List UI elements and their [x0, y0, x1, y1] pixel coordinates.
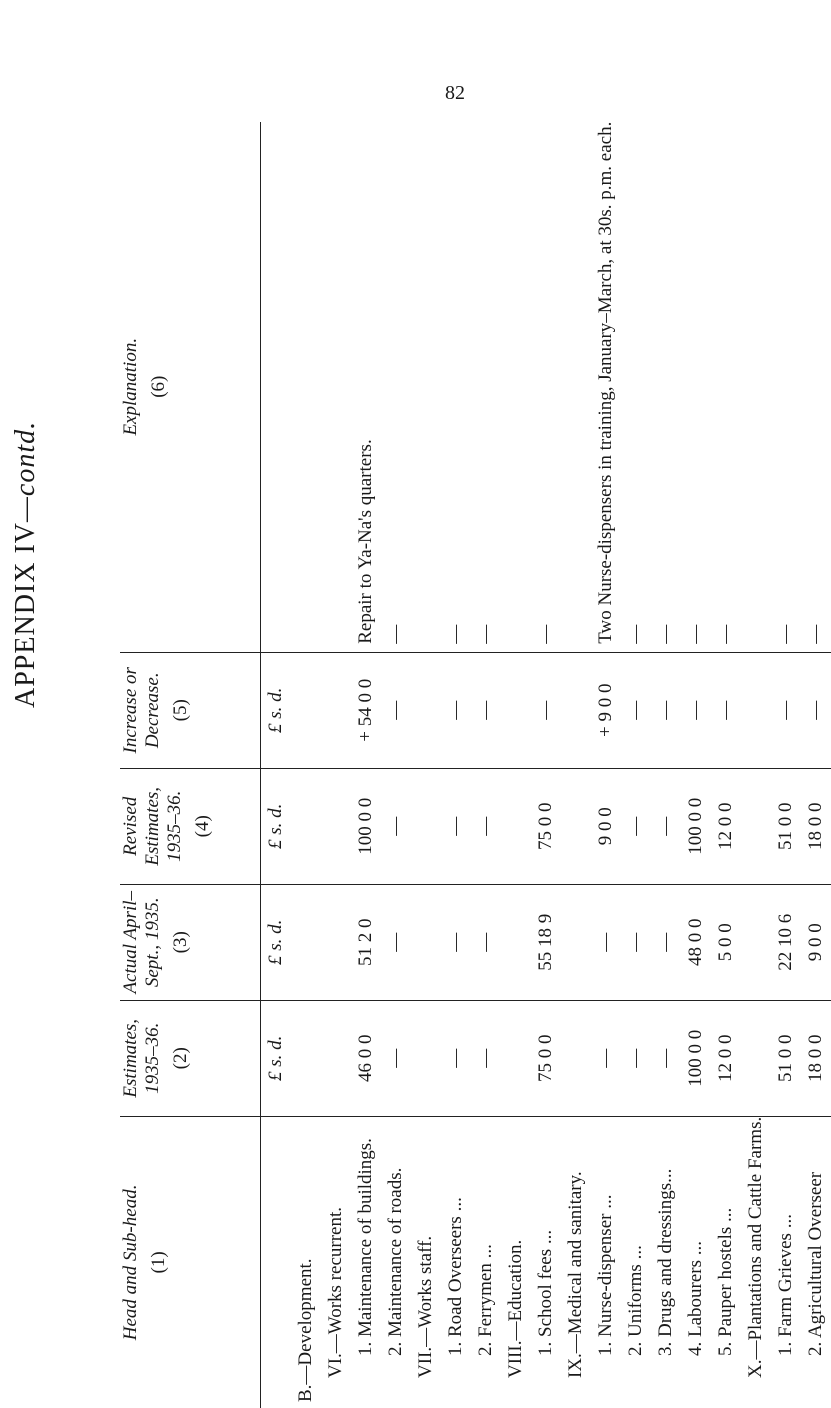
estimates-cell: [411, 1000, 441, 1116]
explanation-cell-text: —: [775, 624, 796, 644]
head-cell-text: VIII.—Education.: [505, 1239, 526, 1378]
units-row: [261, 122, 292, 1408]
table-row: [651, 122, 681, 1408]
explanation-cell-text: —: [685, 624, 706, 644]
change-cell: [321, 652, 351, 768]
head-cell: [531, 1116, 561, 1408]
change-cell: [531, 652, 561, 768]
revised-cell: [471, 768, 501, 884]
change-cell: [381, 652, 411, 768]
actual-cell-text: 9 0 0: [805, 923, 826, 962]
change-cell-text: —: [775, 700, 796, 720]
appendix-title-text: APPENDIX IV: [10, 522, 41, 708]
estimates-cell-text: 18 0 0: [805, 1034, 826, 1083]
explanation-cell-text: [295, 644, 316, 652]
head-cell-text: 1. School fees ...: [535, 1229, 556, 1356]
head-cell: [501, 1116, 531, 1408]
explanation-cell: [471, 122, 501, 653]
estimates-cell: [621, 1000, 651, 1116]
actual-cell: [741, 884, 771, 1000]
revised-cell-text: —: [385, 816, 406, 836]
explanation-cell: [321, 122, 351, 653]
appendix-title: [10, 421, 42, 708]
explanation-cell: [771, 122, 801, 653]
header-row: [120, 122, 261, 1408]
head-cell-text: 1. Farm Grieves ...: [775, 1214, 796, 1356]
revised-cell-text: 100 0 0: [685, 797, 706, 855]
head-cell-text: VI.—Works recurrent.: [325, 1207, 346, 1378]
units-empty: [261, 1116, 292, 1408]
table-row: [561, 122, 591, 1408]
estimates-cell-text: 12 0 0: [715, 1034, 736, 1083]
actual-cell: [651, 884, 681, 1000]
table-row: [681, 122, 711, 1408]
table-body: [261, 122, 831, 1408]
table-row: [381, 122, 411, 1408]
table-row: [471, 122, 501, 1408]
estimates-cell-text: 100 0 0: [685, 1029, 706, 1087]
estimates-cell: [651, 1000, 681, 1116]
head-cell: [351, 1116, 381, 1408]
explanation-cell-text: —: [445, 624, 466, 644]
estimates-cell: [711, 1000, 741, 1116]
head-cell-text: IX.—Medical and sanitary.: [565, 1171, 586, 1378]
table-row: [501, 122, 531, 1408]
col-increase-decrease: Increase or Decrease. (5): [120, 652, 261, 768]
revised-cell: [771, 768, 801, 884]
explanation-cell: [441, 122, 471, 653]
explanation-cell-text: Repair to Ya-Na's quarters.: [355, 439, 376, 644]
actual-cell: [561, 884, 591, 1000]
actual-cell: [441, 884, 471, 1000]
head-cell: [561, 1116, 591, 1408]
estimates-cell-text: 75 0 0: [535, 1034, 556, 1083]
appendix-contd: —contd.: [10, 420, 41, 522]
head-cell-text: 4. Labourers ...: [685, 1240, 706, 1356]
estimates-cell: [471, 1000, 501, 1116]
explanation-cell: [741, 122, 771, 653]
estimates-cell-text: —: [595, 1048, 616, 1068]
actual-cell-text: —: [385, 932, 406, 952]
estimates-cell: [291, 1000, 321, 1116]
table-row: [291, 122, 321, 1408]
col-head-subhead: Head and Sub-head. (1): [120, 1116, 261, 1408]
actual-cell-text: 55 18 9: [535, 913, 556, 971]
head-cell-text: 2. Ferrymen ...: [475, 1244, 496, 1356]
units-cell: £ s. d.: [261, 652, 292, 768]
head-cell-text: 5. Pauper hostels ...: [715, 1207, 736, 1356]
actual-cell: [681, 884, 711, 1000]
explanation-cell: [621, 122, 651, 653]
revised-cell: [651, 768, 681, 884]
revised-cell-text: 100 0 0: [355, 797, 376, 855]
units-cell: £ s. d.: [261, 768, 292, 884]
units-cell: £ s. d.: [261, 884, 292, 1000]
change-cell: [711, 652, 741, 768]
estimates-cell: [501, 1000, 531, 1116]
change-cell-text: —: [475, 700, 496, 720]
actual-cell-text: —: [625, 932, 646, 952]
estimates-cell-text: —: [445, 1048, 466, 1068]
estimates-cell: [441, 1000, 471, 1116]
estimates-cell-text: —: [475, 1048, 496, 1068]
revised-cell: [291, 768, 321, 884]
revised-cell-text: 9 0 0: [595, 807, 616, 846]
change-cell-text: —: [805, 700, 826, 720]
actual-cell: [591, 884, 621, 1000]
estimates-cell: [591, 1000, 621, 1116]
head-cell: [681, 1116, 711, 1408]
change-cell: [471, 652, 501, 768]
explanation-cell: [351, 122, 381, 653]
explanation-cell-text: [745, 644, 766, 652]
explanation-cell: [801, 122, 831, 653]
col-explanation: Explanation. (6): [120, 122, 261, 653]
units-cell: £ s. d.: [261, 1000, 292, 1116]
head-cell: [321, 1116, 351, 1408]
explanation-cell: [651, 122, 681, 653]
estimates-cell-text: —: [385, 1048, 406, 1068]
head-cell-text: 2. Maintenance of roads.: [385, 1167, 406, 1356]
head-cell: [411, 1116, 441, 1408]
actual-cell-text: —: [475, 932, 496, 952]
estimates-cell: [681, 1000, 711, 1116]
head-cell-text: X.—Plantations and Cattle Farms.: [745, 1116, 766, 1378]
head-cell: [291, 1116, 321, 1408]
change-cell: [801, 652, 831, 768]
estimates-cell: [561, 1000, 591, 1116]
actual-cell: [801, 884, 831, 1000]
estimates-cell: [801, 1000, 831, 1116]
change-cell: [651, 652, 681, 768]
explanation-cell-text: [565, 644, 586, 652]
head-cell-text: 3. Drugs and dressings...: [655, 1168, 676, 1356]
change-cell-text: —: [655, 700, 676, 720]
col-actual: Actual April–Sept., 1935. (3): [120, 884, 261, 1000]
change-cell: [411, 652, 441, 768]
revised-cell: [591, 768, 621, 884]
units-empty: [261, 122, 292, 653]
head-cell: [711, 1116, 741, 1408]
estimates-table: [120, 122, 831, 1408]
explanation-cell: [501, 122, 531, 653]
change-cell: [771, 652, 801, 768]
explanation-cell: [381, 122, 411, 653]
estimates-cell: [351, 1000, 381, 1116]
explanation-cell: [531, 122, 561, 653]
explanation-cell: [291, 122, 321, 653]
revised-cell: [561, 768, 591, 884]
table-row: [621, 122, 651, 1408]
head-cell: [591, 1116, 621, 1408]
actual-cell: [711, 884, 741, 1000]
revised-cell: [381, 768, 411, 884]
table-row: [741, 122, 771, 1408]
actual-cell: [351, 884, 381, 1000]
change-cell: [501, 652, 531, 768]
revised-cell: [351, 768, 381, 884]
change-cell: [621, 652, 651, 768]
explanation-cell-text: [325, 644, 346, 652]
head-cell: [771, 1116, 801, 1408]
actual-cell: [411, 884, 441, 1000]
revised-cell-text: —: [655, 816, 676, 836]
revised-cell-text: 75 0 0: [535, 802, 556, 851]
head-cell: [621, 1116, 651, 1408]
explanation-cell-text: —: [535, 624, 556, 644]
actual-cell-text: —: [655, 932, 676, 952]
actual-cell-text: 48 0 0: [685, 918, 706, 967]
revised-cell: [621, 768, 651, 884]
table-row: [591, 122, 621, 1408]
explanation-cell-text: —: [475, 624, 496, 644]
head-cell: [651, 1116, 681, 1408]
head-cell-text: 2. Uniforms ...: [625, 1245, 646, 1356]
head-cell-text: 1. Road Overseers ...: [445, 1197, 466, 1356]
actual-cell: [321, 884, 351, 1000]
revised-cell-text: —: [625, 816, 646, 836]
actual-cell: [621, 884, 651, 1000]
change-cell-text: —: [685, 700, 706, 720]
explanation-cell: [411, 122, 441, 653]
page-number: 82: [445, 82, 465, 104]
table-row: [351, 122, 381, 1408]
change-cell-text: —: [385, 700, 406, 720]
change-cell-text: —: [445, 700, 466, 720]
change-cell-text: + 54 0 0: [355, 678, 376, 742]
change-cell-text: —: [715, 700, 736, 720]
revised-cell-text: —: [445, 816, 466, 836]
explanation-cell-text: —: [385, 624, 406, 644]
head-cell: [801, 1116, 831, 1408]
head-cell: [471, 1116, 501, 1408]
change-cell: [561, 652, 591, 768]
actual-cell: [471, 884, 501, 1000]
actual-cell: [531, 884, 561, 1000]
head-cell-text: B.—Development.: [295, 1258, 316, 1402]
explanation-cell-text: —: [715, 624, 736, 644]
estimates-cell: [771, 1000, 801, 1116]
estimates-cell-text: 51 0 0: [775, 1034, 796, 1083]
revised-cell: [441, 768, 471, 884]
explanation-cell: [681, 122, 711, 653]
head-cell: [381, 1116, 411, 1408]
explanation-cell: [711, 122, 741, 653]
revised-cell: [321, 768, 351, 884]
estimates-cell-text: —: [655, 1048, 676, 1068]
estimates-cell-text: 46 0 0: [355, 1034, 376, 1083]
actual-cell-text: —: [595, 932, 616, 952]
revised-cell-text: 18 0 0: [805, 802, 826, 851]
actual-cell-text: 22 10 6: [775, 913, 796, 971]
head-cell-text: 2. Agricultural Overseer: [805, 1171, 826, 1356]
col-revised: Revised Estimates, 1935–36. (4): [120, 768, 261, 884]
actual-cell: [291, 884, 321, 1000]
revised-cell-text: —: [475, 816, 496, 836]
revised-cell: [711, 768, 741, 884]
table-row: [411, 122, 441, 1408]
change-cell-text: —: [535, 700, 556, 720]
estimates-cell: [531, 1000, 561, 1116]
explanation-cell-text: —: [625, 624, 646, 644]
revised-cell-text: 12 0 0: [715, 802, 736, 851]
actual-cell: [771, 884, 801, 1000]
head-cell: [441, 1116, 471, 1408]
table-row: [771, 122, 801, 1408]
actual-cell-text: —: [445, 932, 466, 952]
actual-cell-text: 5 0 0: [715, 923, 736, 962]
actual-cell: [501, 884, 531, 1000]
change-cell: [291, 652, 321, 768]
explanation-cell-text: [505, 644, 526, 652]
change-cell-text: + 9 0 0: [595, 683, 616, 737]
change-cell: [441, 652, 471, 768]
estimates-cell-text: —: [625, 1048, 646, 1068]
revised-cell-text: 51 0 0: [775, 802, 796, 851]
revised-cell: [741, 768, 771, 884]
head-cell: [741, 1116, 771, 1408]
actual-cell-text: 51 2 0: [355, 918, 376, 967]
revised-cell: [501, 768, 531, 884]
explanation-cell-text: —: [655, 624, 676, 644]
estimates-cell: [741, 1000, 771, 1116]
change-cell: [591, 652, 621, 768]
revised-cell: [411, 768, 441, 884]
table-row: [711, 122, 741, 1408]
col-estimates: Estimates, 1935–36. (2): [120, 1000, 261, 1116]
estimates-cell: [321, 1000, 351, 1116]
revised-cell: [531, 768, 561, 884]
explanation-cell-text: —: [805, 624, 826, 644]
change-cell: [741, 652, 771, 768]
estimates-cell: [381, 1000, 411, 1116]
actual-cell: [381, 884, 411, 1000]
explanation-cell: [591, 122, 621, 653]
head-cell-text: 1. Nurse-dispenser ...: [595, 1194, 616, 1356]
change-cell: [351, 652, 381, 768]
table-row: [441, 122, 471, 1408]
revised-cell: [801, 768, 831, 884]
change-cell-text: —: [625, 700, 646, 720]
head-cell-text: VII.—Works staff.: [415, 1235, 436, 1378]
explanation-cell: [561, 122, 591, 653]
table-row: [321, 122, 351, 1408]
explanation-cell-text: [415, 644, 436, 652]
head-cell-text: 1. Maintenance of buildings.: [355, 1138, 376, 1356]
table-row: [801, 122, 831, 1408]
change-cell: [681, 652, 711, 768]
revised-cell: [681, 768, 711, 884]
explanation-cell-text: Two Nurse-dispensers in training, January–March, at 30s. p.m. each.: [595, 121, 616, 644]
table-row: [531, 122, 561, 1408]
